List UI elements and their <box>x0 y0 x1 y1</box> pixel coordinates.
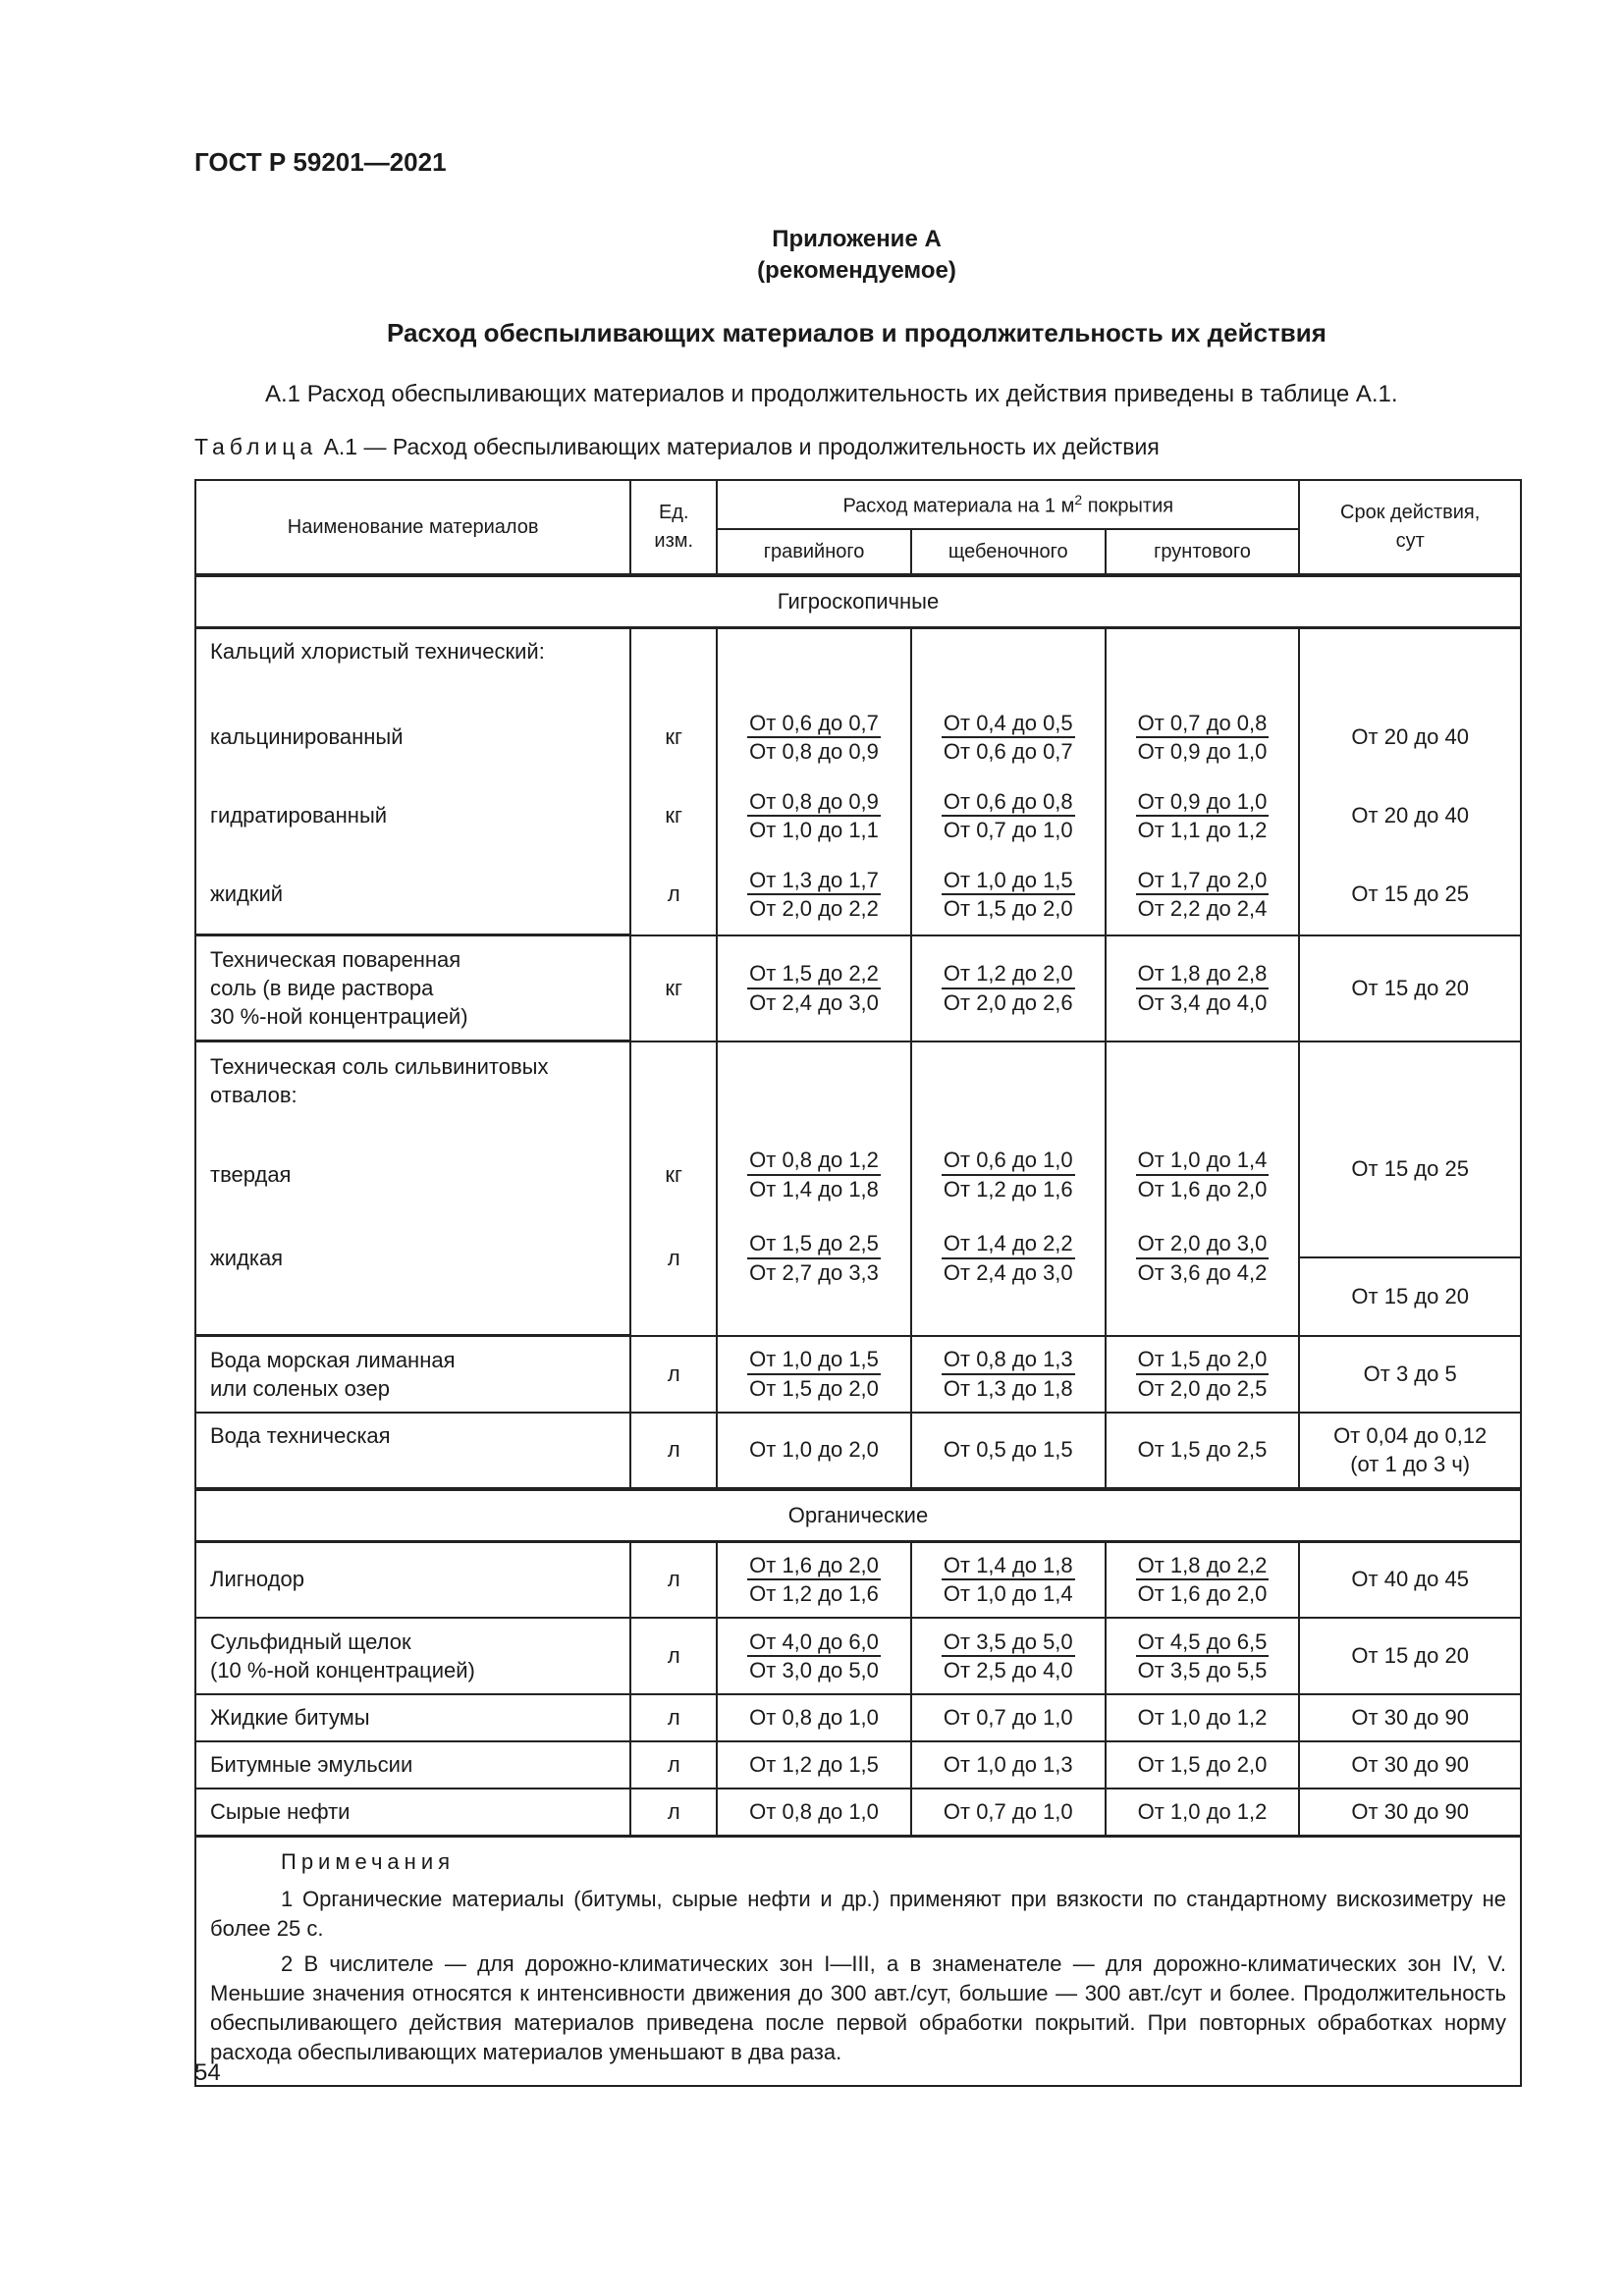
value-cell: От 1,5 до 2,5 <box>1106 1413 1300 1489</box>
unit-cell: л <box>630 1413 717 1489</box>
table-row <box>195 1618 1521 1694</box>
unit-cell: кг <box>630 935 717 1041</box>
row-name: гидратированный <box>210 803 388 828</box>
value-cell: От 0,5 до 1,5 <box>911 1413 1106 1489</box>
table-row <box>195 1413 1521 1489</box>
standard-code: ГОСТ Р 59201—2021 <box>194 147 447 177</box>
row-name: Вода техническая <box>195 1413 630 1489</box>
unit-cell: л <box>630 1336 717 1413</box>
calcium-block-crushed: $\frac{От 0,4 до 0,5}{От 0,6 до 0,7}$ $\frac{От 0,6 до 0,8}{От 0,7 до 1,0}$ $\frac{От 1,0 до 1,5}{От 1,5 до 2,0}$ <box>911 628 1106 935</box>
duration-cell: От 15 до 20 <box>1299 1618 1521 1694</box>
duration-cell: От 15 до 25 <box>1299 1041 1521 1257</box>
value-cell: От 1,0 до 1,3 <box>911 1741 1106 1789</box>
table-row <box>195 1741 1521 1789</box>
row-name: жидкая <box>210 1246 284 1270</box>
unit-cell: л <box>630 1694 717 1741</box>
table-row <box>195 935 1521 1041</box>
note-2: 2 В числителе — для дорожно-климатических зон I—III, а в знаменателе — для дорожно-климатических зон IV, V. Меньшие значения относятся к интенсивности движения до 300 авт./сут, большие — 300 авт./сут и более. Продолжительность обеспыливающего действия материалов приведена после первой обработки покрытий. При повторных обработках норму расхода обеспыливающих материалов уменьшают в два раза. <box>210 1950 1506 2064</box>
duration-cell: От 30 до 90 <box>1299 1694 1521 1741</box>
value-cell: $\frac{От 0,8 до 1,3}{От 1,3 до 1,8}$ <box>911 1336 1106 1413</box>
col-header-soil: грунтового <box>1106 529 1300 575</box>
row-name: Вода морская лиманная или соленых озер <box>195 1336 630 1413</box>
duration-cell: От 3 до 5 <box>1299 1336 1521 1413</box>
col-header-name: Наименование материалов <box>195 480 630 575</box>
page-number: 54 <box>194 2059 221 2086</box>
sylvinite-block-names: Техническая соль сильвинитовых отвалов: твердая жидкая <box>195 1041 630 1336</box>
value-cell: $\frac{От 3,5 до 5,0}{От 2,5 до 4,0}$ <box>911 1618 1106 1694</box>
sylvinite-block-soil: $\frac{От 1,0 до 1,4}{От 1,6 до 2,0}$ $\frac{От 2,0 до 3,0}{От 3,6 до 4,2}$ <box>1106 1041 1300 1336</box>
unit-cell: л <box>630 1541 717 1618</box>
value-cell: От 0,7 до 1,0 <box>911 1694 1106 1741</box>
intro-paragraph: А.1 Расход обеспыливающих материалов и продолжительность их действия приведены в таблице А.1. <box>265 381 1398 407</box>
table-row <box>195 1541 1521 1618</box>
note-1: 1 Органические материалы (битумы, сырые нефти и др.) применяют при вязкости по стандартному вискозиметру не более 25 с. <box>210 1886 1506 1941</box>
value-cell: $\frac{От 4,5 до 6,5}{От 3,5 до 5,5}$ <box>1106 1618 1300 1694</box>
row-name: твердая <box>210 1162 292 1187</box>
value-cell: $\frac{От 1,2 до 2,0}{От 2,0 до 2,6}$ <box>911 935 1106 1041</box>
unit-cell: кг <box>665 724 683 749</box>
value-cell: От 0,8 до 1,0 <box>717 1789 911 1836</box>
value-cell: $\frac{От 1,5 до 2,2}{От 2,4 до 3,0}$ <box>717 935 911 1041</box>
row-name: Лигнодор <box>195 1541 630 1618</box>
table-row <box>195 628 1521 935</box>
group-hygroscopic: Гигроскопичные <box>195 575 1521 628</box>
row-name: Сырые нефти <box>195 1789 630 1836</box>
value-cell: $\frac{От 4,0 до 6,0}{От 3,0 до 5,0}$ <box>717 1618 911 1694</box>
sylvinite-block-crushed: $\frac{От 0,6 до 1,0}{От 1,2 до 1,6}$ $\frac{От 1,4 до 2,2}{От 2,4 до 3,0}$ <box>911 1041 1106 1336</box>
unit-cell: л <box>630 1789 717 1836</box>
duration-cell: От 30 до 90 <box>1299 1741 1521 1789</box>
consumption-table <box>194 479 1522 2087</box>
table-notes <box>195 1836 1521 2086</box>
duration-cell: От 40 до 45 <box>1299 1541 1521 1618</box>
row-name: жидкий <box>210 881 284 906</box>
calcium-block-soil: $\frac{От 0,7 до 0,8}{От 0,9 до 1,0}$ $\frac{От 0,9 до 1,0}{От 1,1 до 1,2}$ $\frac{От 1,7 до 2,0}{От 2,2 до 2,4}$ <box>1106 628 1300 935</box>
col-header-gravel: гравийного <box>717 529 911 575</box>
calcium-block-units <box>630 628 717 935</box>
table-row <box>195 1694 1521 1741</box>
row-name: кальцинированный <box>210 724 404 749</box>
value-cell: От 1,0 до 2,0 <box>717 1413 911 1489</box>
notes-header: Примечания <box>281 1848 456 1874</box>
col-header-duration: Срок действия, сут <box>1299 480 1521 575</box>
table-caption <box>194 434 1160 460</box>
calcium-block-duration: От 20 до 40 От 20 до 40 От 15 до 25 <box>1299 628 1521 935</box>
value-cell: От 1,5 до 2,0 <box>1106 1741 1300 1789</box>
value-cell: От 1,2 до 1,5 <box>717 1741 911 1789</box>
table-row <box>195 1336 1521 1413</box>
col-header-unit: Ед. изм. <box>630 480 717 575</box>
table-caption-label: Таблица <box>194 434 318 459</box>
col-header-crushed: щебеночного <box>911 529 1106 575</box>
value-cell: От 0,7 до 1,0 <box>911 1789 1106 1836</box>
calcium-block-gravel: $\frac{От 0,6 до 0,7}{От 0,8 до 0,9}$ $\frac{От 0,8 до 0,9}{От 1,0 до 1,1}$ $\frac{От 1,3 до 1,7}{От 2,0 до 2,2}$ <box>717 628 911 935</box>
duration-cell: От 30 до 90 <box>1299 1789 1521 1836</box>
duration-cell: От 15 до 20 <box>1299 1257 1521 1336</box>
group-organic: Органические <box>195 1489 1521 1542</box>
appendix-status: (рекомендуемое) <box>757 257 956 284</box>
col-header-consumption: Расход материала на 1 $м^2$ покрытия <box>717 480 1299 529</box>
value-cell: $\frac{От 1,6 до 2,0}{От 1,2 до 1,6}$ <box>717 1541 911 1618</box>
value-cell: $\frac{От 1,5 до 2,0}{От 2,0 до 2,5}$ <box>1106 1336 1300 1413</box>
value-cell: От 0,8 до 1,0 <box>717 1694 911 1741</box>
row-name: Жидкие битумы <box>195 1694 630 1741</box>
value-cell: $\frac{От 1,8 до 2,2}{От 1,6 до 2,0}$ <box>1106 1541 1300 1618</box>
unit-cell: л <box>630 1618 717 1694</box>
table-caption-text: А.1 — Расход обеспыливающих материалов и продолжительность их действия <box>317 434 1160 459</box>
section-title: Расход обеспыливающих материалов и продолжительность их действия <box>387 318 1326 347</box>
value-cell: $\frac{От 1,4 до 1,8}{От 1,0 до 1,4}$ <box>911 1541 1106 1618</box>
row-name: Сульфидный щелок (10 %-ной концентрацией) <box>195 1618 630 1694</box>
duration-cell: От 0,04 до 0,12 (от 1 до 3 ч) <box>1299 1413 1521 1489</box>
table-row <box>195 1789 1521 1836</box>
appendix-title: Приложение А <box>772 226 942 252</box>
unit-cell: л <box>667 881 680 906</box>
row-name: Битумные эмульсии <box>195 1741 630 1789</box>
sylvinite-block-gravel: $\frac{От 0,8 до 1,2}{От 1,4 до 1,8}$ $\frac{От 1,5 до 2,5}{От 2,7 до 3,3}$ <box>717 1041 911 1336</box>
duration-cell: От 15 до 20 <box>1299 935 1521 1041</box>
value-cell: От 1,0 до 1,2 <box>1106 1694 1300 1741</box>
unit-cell: кг <box>665 803 683 828</box>
unit-cell: л <box>630 1741 717 1789</box>
value-cell: $\frac{От 1,0 до 1,5}{От 1,5 до 2,0}$ <box>717 1336 911 1413</box>
calcium-title: Кальций хлористый технический: <box>210 639 545 664</box>
value-cell: От 1,0 до 1,2 <box>1106 1789 1300 1836</box>
table-row <box>195 1041 1521 1257</box>
row-name: Техническая поваренная соль (в виде раствора 30 %-ной концентрацией) <box>195 935 630 1041</box>
sylvinite-block-units: кг л <box>630 1041 717 1336</box>
calcium-block-names <box>195 628 630 935</box>
value-cell: $\frac{От 1,8 до 2,8}{От 3,4 до 4,0}$ <box>1106 935 1300 1041</box>
